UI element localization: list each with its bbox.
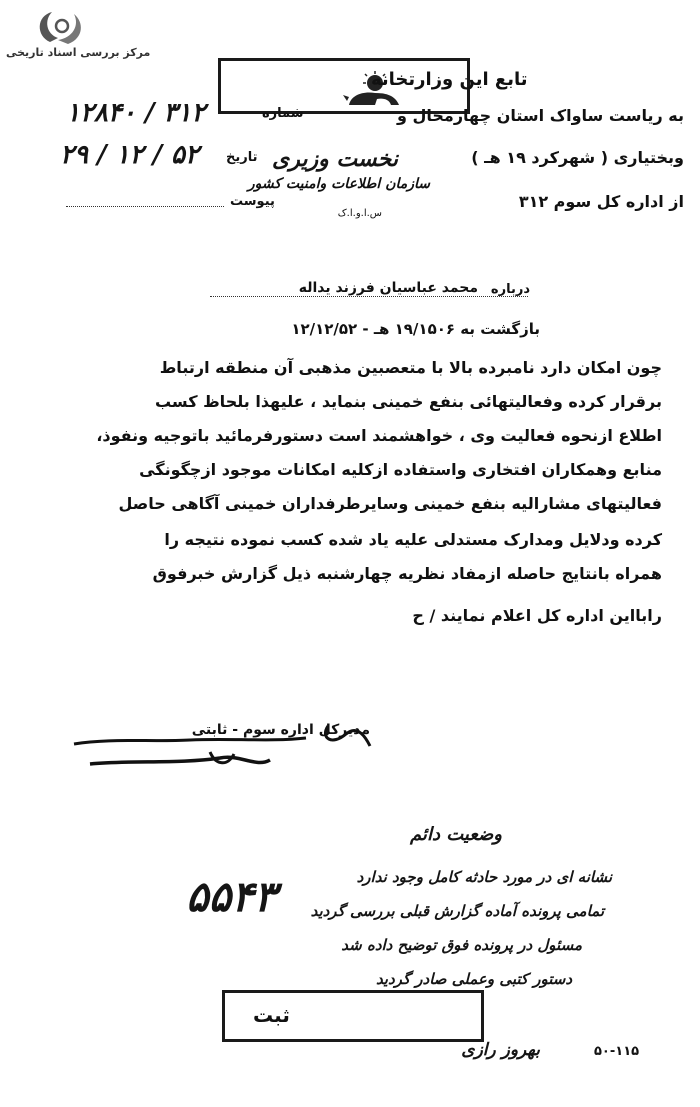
footer-code: ۵۰-۱۱۵: [594, 1044, 640, 1059]
handwritten-note-header: وضعیت دائم: [409, 824, 502, 845]
handwritten-note-line-2: تمامی پرونده آماده گزارش قبلی بررسی گردید: [310, 902, 604, 920]
handwritten-note-line-3: مسئول در پرونده فوق توضیح داده شد: [341, 936, 582, 954]
signature-scribble-icon: [70, 716, 380, 776]
letterhead-agency: سازمان اطلاعات وامنیت کشور: [247, 176, 430, 192]
subject-dotted-line: [210, 296, 528, 297]
attachment-label: پیوست: [230, 194, 275, 209]
body-line-4: منابع وهمکاران افتخاری واستفاده ازکلیه امکانات موجود ازچگونگی: [139, 460, 662, 479]
letterhead-code: س.ا.و.ا.ک: [337, 208, 382, 219]
from-line: از اداره کل سوم ۳۱۲: [518, 192, 684, 211]
addressee-line-2: وبختیاری ( شهرکرد ۱۹ هـ ): [471, 148, 684, 167]
addressee-line-1: به ریاست ساواک استان چهارمحال و: [396, 106, 684, 125]
subject-label: درباره: [490, 282, 530, 297]
body-line-6: کرده ودلایل ومدارک مستدلی علیه یاد شده کسب نموده نتیجه را: [164, 530, 662, 549]
date-value: ۲۹ / ۱۲ / ۵۲: [60, 140, 199, 170]
body-line-3: اطلاع ازنحوه فعالیت وی ، خواهشمند است دستورفرمائید باتوجیه ونفوذ،: [96, 426, 662, 445]
body-line-2: برقرار کرده وفعالیتهائی بنفع خمینی بنماید ، علیهذا بلحاظ کسب: [154, 392, 662, 411]
reference-line: بازگشت به ۱۹/۱۵۰۶ هـ - ۱۲/۱۲/۵۲: [291, 320, 540, 338]
signature-title: مدیرکل اداره سوم - ثابتی: [191, 722, 370, 738]
archive-logo-icon: [30, 8, 94, 48]
handwritten-note-line-4: دستور کتبی وعملی صادر گردید: [375, 970, 572, 988]
handwritten-note-line-1: نشانه ای در مورد حادثه کامل وجود ندارد: [356, 868, 612, 886]
letterhead-ministry: نخست وزیری: [272, 146, 398, 172]
archive-name: مرکز بررسی اسناد تاریخی: [6, 46, 151, 59]
bottom-stamp-text: ثبت: [253, 1003, 290, 1027]
number-value: ۱۲۸۴۰ / ۳۱۲: [66, 98, 206, 128]
attachment-dotted-line: [66, 206, 224, 207]
handwritten-note-signature: بهروز رازی: [461, 1040, 540, 1060]
number-label: شماره: [262, 106, 304, 121]
body-line-5: فعالیتهای مشارالیه بنفع خمینی وسایرطرفداران خمینی آگاهی حاصل: [118, 494, 662, 513]
top-stamp-text: تابع این وزارتخانه: [371, 69, 528, 90]
body-line-7: همراه بانتایج حاصله ازمفاد نظریه چهارشنبه ذیل گزارش خبرفوق: [152, 564, 662, 583]
bottom-stamp: [222, 990, 484, 1042]
subject-value: محمد عباسیان فرزند یداله: [298, 280, 478, 296]
date-label: تاریخ: [226, 150, 258, 165]
handwritten-number: ۵۵۴۳: [186, 872, 277, 921]
body-line-1: چون امکان دارد نامبرده بالا با متعصبین مذهبی آن منطقه ارتباط: [159, 358, 662, 377]
body-line-8: رابااین اداره کل اعلام نمایند / ح: [412, 606, 662, 625]
